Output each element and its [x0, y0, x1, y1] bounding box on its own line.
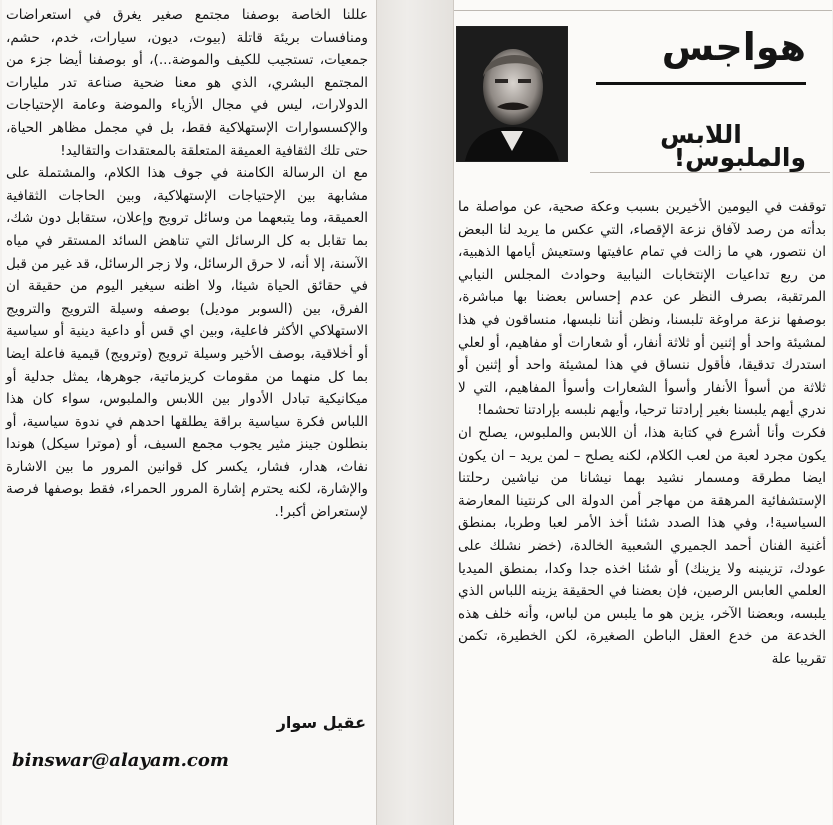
author-email: binswar@alayam.com — [12, 750, 229, 771]
author-signature: عقيل سوار — [276, 713, 366, 732]
headline-underline — [596, 82, 806, 85]
article-title: اللابس والملبوس! — [660, 120, 806, 172]
columnist-portrait-icon — [456, 26, 568, 162]
right-column-body — [458, 196, 826, 670]
left-paragraph-2: مع ان الرسالة الكامنة في جوف هذا الكلام، والمشتملة على مشابهة بين الإحتياجات الإستهلاكية، وبين الحاجات الثقافية العميقة، وما يتبعهما من وسائل ترويج وإعلان، ستقابل دون شك، بما تقابل به كل الرسائل التي تناهض السائد المستقر في مياه الآسنة، إلا أنه، لا حرق الرسائل، ولا زجر الرسائل، قد غير من قبل في حقائق الحياة شيئا، ولا اظنه سيغير اليوم من حقيقة ان الفرق، بين (السوبر موديل) بوصفه وسيلة الترويج والترويج الاستهلاكي الأكثر فاعلية، وبين اي قس أو داعية دينية أو سياسية أو أخلاقية، بوصف الأخير وسيلة ترويج (وترويج) قيمية فاعلة ايضا بما كل منهما من مقومات كريزماتية، جوهرها، يمثل جدلية أو ميكانيكية تبادل الأدوار بين اللابس والملبوس، سواء كان هذا اللباس فكرة سياسية براقة يطلقها احدهم في ندوة سياسية، أو بنطلون جينز مثير يجوب مجمع السيف، أو (موترا سيكل) هوندا نفاث، هدار، فشار، يكسر كل قوانين المرور ما بين الاشارة والإشارة، لكنه يحترم إشارة المرور الحمراء، فقط بوصفها فرصة لإستعراض أكبر!. — [5, 165, 368, 521]
clipping-gap — [377, 0, 453, 825]
left-column-continuation — [2, 0, 377, 825]
title-separator — [590, 172, 830, 173]
left-column-body — [6, 4, 368, 524]
left-paragraph-1: عللنا الخاصة بوصفنا مجتمع صغير يغرق في استعراضات ومنافسات بريئة قاتلة (بيوت، ديون، سيارات، خدم، حشم، جمعيات، تستجيب للكيف والموضة...)، أو بوصفنا أيضا جزء من المجتمع البشري، الذي هو معنا ضحية صناعة تدر مليارات الدولارات، ليس في مجال الأزياء والموضة وعامة الإحتياجات والإكسسوارات الإستهلاكية فقط، بل في مجمل مظاهر الحياة، حتى تلك الثقافية العميقة المتعلقة بالمعتقدات والتقاليد! — [6, 7, 368, 159]
right-paragraph-1: توقفت في اليومين الأخيرين بسبب وعكة صحية، عن مواصلة ما بدأته من رصد لآفاق نزعة الإقصاء، التي عكس ما يريد لنا البعض ان نتصور، هي ما زالت في تمام عافيتها وستعيش أيامها الذهبية، من ريع تداعيات الإنتخابات النيابية وحوادث المجلس النيابي المرتقبة، بصرف النظر عن عدم إحساس بعضنا بها مباشرة، بوصفها نزعة مراوغة تلبسنا، ونظن أننا نلبسها، منساقون في هذا لمشيئة واحد أو إثنين أو ثلاثة أنفار، أو شعارات أو مفاهيم، أو لعلي استدرك تدقيقا، فأقول ننساق في هذا لمشيئة واحد أو إثنين أو ثلاثة من أسوأ الأنفار وأسوأ الشعارات وأسوأ المفاهيم، التي لا ندري أيهم يلبسنا بغير إرادتنا ترحيا، وأيهم نلبسه بإرادتنا تحشما! — [458, 199, 826, 419]
right-paragraph-2: فكرت وأنا أشرع في كتابة هذا، أن اللابس والملبوس، يصلح ان يكون مجرد لعبة من لعب الكلام، لكنه يصلح – لمن يريد – ان يكون ايضا مطرقة ومسمار نشيد بهما نيشانا من نياشين رحلتنا الإستشفائية المرهقة من مهاجر أمن الدولة الى كرنتينا المعارضة السياسية!، وفي هذا الصدد شئنا أخذ الأمر لعبا وطربا، بمنطق أغنية الفنان أحمد الجميري الشعبية الخالدة، (خضر نشلك على عودك، تزينينه ولا يزينك) أو شئنا اخذه جدا وكدا، بمنطق الميديا العلمي العابس الرصين، فإن بعضنا في الحقيقة يزينه اللباس الذي يلبسه، وبعضنا الآخر، يزين هو ما يلبس من لباس، وأنه خلف هذه الخدعة من خدع العقل الباطن الصغيرة، لكن الخطيرة، تكمن تقريبا علة — [458, 424, 826, 667]
column-headline: هواجس — [661, 25, 806, 69]
top-rule — [454, 0, 832, 11]
right-column-article — [453, 0, 832, 825]
